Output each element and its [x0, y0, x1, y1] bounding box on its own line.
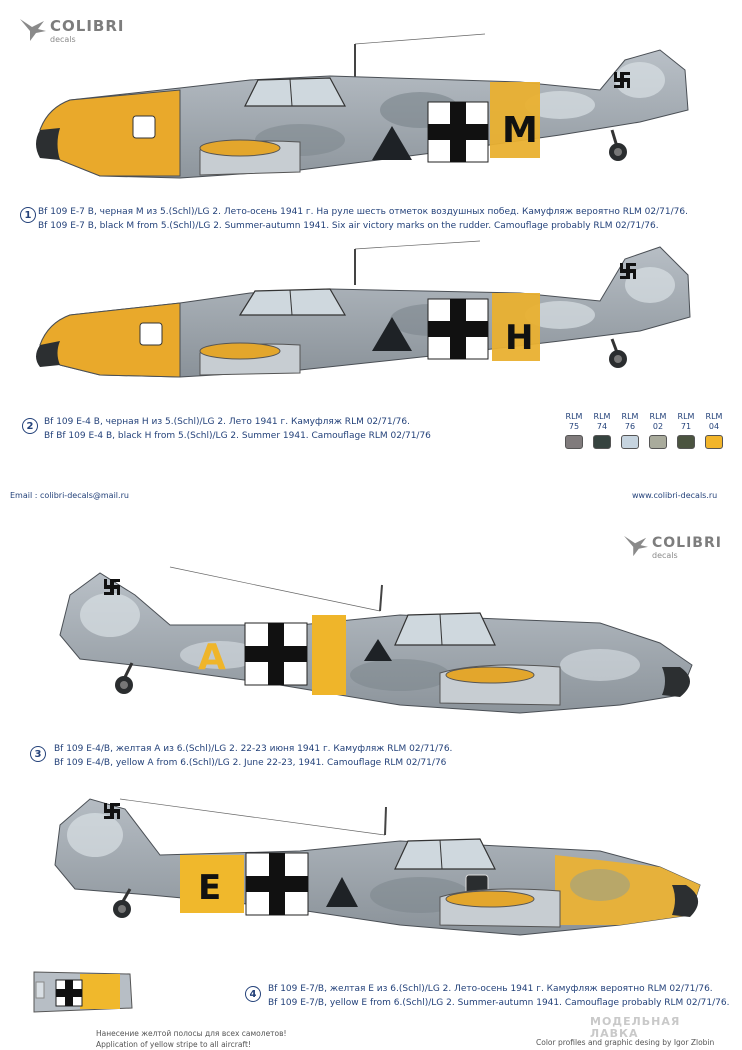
yellow-stripe-diagram	[30, 966, 134, 1016]
profile-3-caption-ru: Bf 109 E-4/B, желтая A из 6.(Schl)/LG 2. 22-23 июня 1941 г. Камуфляж RLM 02/71/76.	[54, 744, 453, 754]
profile-1-caption-ru: Bf 109 E-7 B, черная M из 5.(Schl)/LG 2. Лето-осень 1941 г. На руле шесть отметок воздушных побед. Камуфляж вероятно RLM 02/71/76.	[38, 207, 688, 217]
profile-number-4: 4	[245, 986, 261, 1002]
website-text: www.colibri-decals.ru	[632, 491, 718, 500]
rlm-swatch-76	[616, 412, 644, 449]
watermark-text: МОДЕЛЬНАЯ ЛАВКА	[590, 1015, 681, 1040]
swatch-chip	[565, 435, 583, 449]
tactical-letter: A	[198, 637, 226, 678]
credits-text: Color profiles and graphic desing by Igor Zlobin	[536, 1038, 715, 1047]
rlm-swatch-75	[560, 412, 588, 449]
brand-sub: decals	[652, 551, 678, 560]
swatch-label: RLM	[621, 412, 639, 421]
tactical-letter: M	[502, 110, 538, 151]
brand-sub: decals	[50, 35, 76, 44]
rlm-swatch-02	[644, 412, 672, 449]
tactical-letter: H	[505, 318, 534, 358]
swatch-code: 04	[708, 422, 720, 431]
swatch-code: 02	[652, 422, 664, 431]
profile-4-caption-ru: Bf 109 E-7/B, желтая E из 6.(Schl)/LG 2. Лето-осень 1941 г. Камуфляж вероятно RLM 02/71/76.	[268, 984, 713, 994]
aircraft-profile-2	[0, 235, 742, 385]
profile-2-caption-ru: Bf 109 E-4 B, черная H из 5.(Schl)/LG 2. Лето 1941 г. Камуфляж RLM 02/71/76.	[44, 417, 410, 427]
aircraft-profile-1	[0, 30, 742, 200]
profile-number-1: 1	[20, 207, 36, 223]
stripe-note-ru: Нанесение желтой полосы для всех самолетов!	[96, 1029, 287, 1038]
rlm-swatch-panel	[560, 412, 728, 449]
rlm-swatch-04	[700, 412, 728, 449]
swatch-chip	[705, 435, 723, 449]
stripe-note-en: Application of yellow stripe to all aircraft!	[96, 1040, 251, 1049]
aircraft-profile-3	[0, 555, 742, 730]
profile-2-caption-en: Bf Bf 109 E-4 B, black H from 5.(Schl)/LG 2. Summer 1941. Camouflage RLM 02/71/76	[44, 431, 431, 441]
swatch-chip	[593, 435, 611, 449]
rlm-swatch-74	[588, 412, 616, 449]
brand-name: COLIBRI	[50, 17, 125, 35]
swatch-chip	[677, 435, 695, 449]
brand-name: COLIBRI	[652, 535, 722, 551]
swatch-code: 75	[568, 422, 580, 431]
swatch-label: RLM	[593, 412, 611, 421]
profile-number-3: 3	[30, 746, 46, 762]
swatch-label: RLM	[677, 412, 695, 421]
swatch-label: RLM	[649, 412, 667, 421]
swatch-label: RLM	[705, 412, 723, 421]
profile-number-2: 2	[22, 418, 38, 434]
swatch-chip	[621, 435, 639, 449]
profile-4-caption-en: Bf 109 E-7/B, yellow E from 6.(Schl)/LG 2. Summer-autumn 1941. Camouflage probably RLM 02/71/76.	[268, 998, 730, 1008]
profile-1-caption-en: Bf 109 E-7 B, black M from 5.(Schl)/LG 2. Summer-autumn 1941. Six air victory marks on the rudder. Camouflage probably RLM 02/71/76.	[38, 221, 659, 231]
aircraft-profile-4	[0, 785, 742, 950]
email-text: Email : colibri-decals@mail.ru	[10, 491, 129, 500]
swatch-label: RLM	[565, 412, 583, 421]
rlm-swatch-71	[672, 412, 700, 449]
swatch-chip	[649, 435, 667, 449]
tactical-letter: E	[198, 868, 222, 908]
swatch-code: 71	[680, 422, 692, 431]
swatch-code: 74	[596, 422, 608, 431]
profile-3-caption-en: Bf 109 E-4/B, yellow A from 6.(Schl)/LG 2. June 22-23, 1941. Camouflage RLM 02/71/76	[54, 758, 447, 768]
swatch-code: 76	[624, 422, 636, 431]
